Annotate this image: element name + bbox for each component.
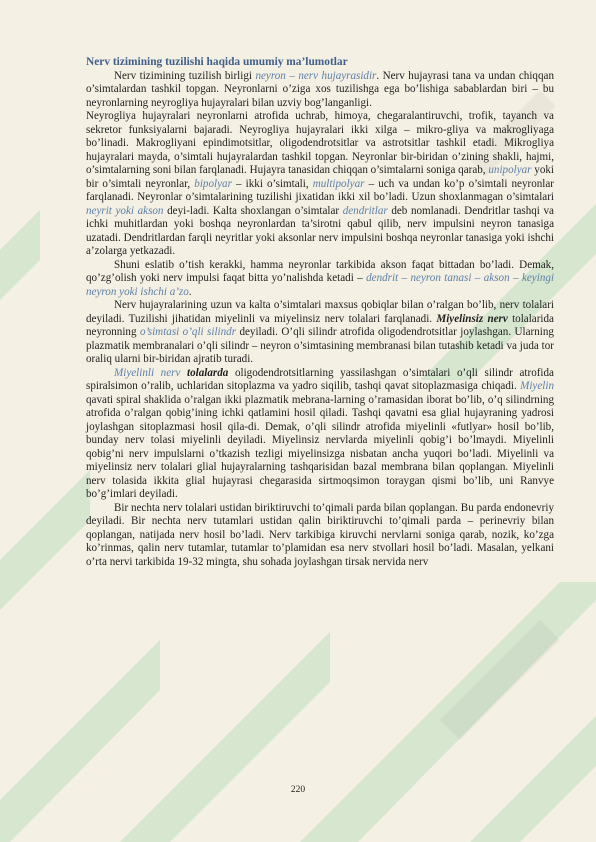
paragraph [86, 299, 554, 367]
text-run: Nerv tizimining tuzilish birligi [114, 69, 256, 82]
text-run: – ikki o’simtali, [231, 177, 313, 190]
highlighted-term: dendritlar [342, 204, 388, 217]
body-text [86, 70, 554, 570]
text-run: deyiladi. O’qli silindr atrofida oligodendrotsitlar joylashgan. Ularning plazmatik membranalari o’qli silindr – neyron o’simtasining membranasi bilan tutashib ketadi va juda tor oraliq ularni bir-biridan ajratib turadi. [86, 326, 554, 366]
highlighted-term: neyron – nerv hujayrasidir [255, 69, 377, 82]
highlighted-term: Miyelin [520, 380, 554, 393]
text-run: yoki bir o’simtali neyronlar, [86, 164, 554, 190]
emphasis-text: Miyelinsiz nerv [436, 312, 508, 325]
paragraph [86, 110, 554, 259]
text-run: Nerv hujayralarining uzun va kalta o’simtalari maxsus qobiqlar bilan o’ralgan bo’lib, nerv tolalari deyiladi. Tuzilishi jihatidan miyelinli va miyelinsiz nerv tolalari farqlanadi. [86, 299, 554, 325]
text-run: Neyrogliya hujayralari neyronlarni atrofida uchrab, himoya, chegaralantiruvchi, trofik, tayanch va sekretor funksiyalarni bajaradi. Neyrogliya hujayralari ikki xilga – mikro-gliya va makrogliyaga bo’linadi. Makrogliyani epindimotsitlar, oligodendrotsitlar va astrotsitlar tashkil etadi. Mikrogliya hujayralari mayda, o’simtali hujayralardan tashkil topgan. Neyronlar bir-biridan o’zining shakli, hajmi, o’simtalarning soni bilan farqlanadi. Hujayra tanasidan chiqqan o’simtalarni soniga qarab, [86, 110, 554, 177]
highlighted-term: neyrit yoki akson [86, 204, 164, 217]
paragraph [86, 502, 554, 570]
text-run: – uch va undan ko’p o’simtali neyronlar farqlanadi. Neyronlar o’simtalarining tuzilishi jixatidan ikki xil bo’ladi. Uzun shoxlanmagan o’simtalari [86, 177, 555, 204]
highlighted-term: Miyelinli nerv [114, 366, 181, 379]
text-run: oligodendrotsitlarning yassilashgan o’simtalari o’qli silindr atrofida spiralsimon o’ralib, uchlaridan sitoplazma va yadro siqilib, tashqi qavat sitoplazmasiga chiqadi. [86, 366, 554, 393]
text-run: . Nerv hujayrasi tana va undan chiqqan o’simtalardan tashkil topgan. Neyronlarni o’ziga xos tuzilishga ega bo’lishiga sabablardan biri – bu neyronlarning neyrogliya hujayralari bilan uzviy bog’langanligi. [86, 69, 554, 109]
document-page [86, 56, 554, 569]
highlighted-term: multipolyar [312, 177, 365, 190]
page-number: 220 [290, 785, 306, 795]
paragraph [86, 259, 554, 300]
highlighted-term: o’simtasi o’qli silindr [139, 326, 237, 339]
text-run: Bir nechta nerv tolalari ustidan biriktiruvchi to’qimali parda bilan qoplangan. Bu parda endonevriy deyiladi. Bir nechta nerv tutamlari ustidan qalin biriktiruvchi to’qimali parda – perinevriy bilan qoplangan, natijada nerv hosil bo’ladi. Nerv tarkibiga kiruvchi nervlarni soniga qarab, nozik, ko’zga ko’rinmas, qalin nerv tutamlar, tutamlar to’plamidan esa nerv stvollari hosil bo’ladi. Masalan, yelkani o’rta nervi tarkibida 19-32 mingta, shu sohada joylashgan tirsak nervida nerv [86, 501, 554, 568]
highlighted-term: bipolyar [194, 177, 232, 190]
text-run: deb nomlanadi. Dendritlar tashqi va ichki muhitlardan yoki boshqa neyronlardan ta’sirotni qabul qilib, nerv impulsini neyron tanasiga uzatadi. Dendritlardan farqli neyritlar yoki aksonlar nerv impulsini boshqa neyronlar tanasiga yoki ishchi a’zolarga yetkazadi. [86, 204, 554, 258]
text-run: deyi-ladi. Kalta shoxlangan o’simtalar [163, 204, 343, 217]
emphasis-text: tolalarda [187, 366, 229, 379]
paragraph [86, 70, 554, 111]
text-run: qavati spiral shaklida o’ralgan ikki plazmatik mebrana-larning o’ramasidan iborat bo’lib, o’q silindrning atrofida o’ralgan qobig’ining ichki qatlamini hosil qiladi. Tashqi qavatni esa glial hujayraning yadrosi joylashgan sitoplazmasi hosil qila-di. Demak, o’qli silindr atrofida miyelinli «futlyar» hosil bo’lib, bunday nerv tolasi miyelinli deyiladi. Miyelinsiz nervlarda miyelinli qobig’i bo’lmaydi. Miyelinli qobig’ni nerv impulslarni o’tkazish tezligi miyelinsizga nisbatan ancha yuqori bo’ladi. Miyelinli va miyelinsiz nerv tolalari glial hujayralarning tashqarisidan bazal membrana bilan qoplangan. Miyelinli nerv tolasida ikkita glial hujayrasi chegarasida sirtmoqsimon toraygan qismi bo’lib, uni Ranvye bo’g’imlari deyiladi. [86, 393, 554, 501]
highlighted-term: dendrit – neyron tanasi – akson – keyingi neyron yoki ishchi a’zo [86, 272, 554, 298]
highlighted-term: unipolyar [488, 164, 532, 177]
text-run: Shuni eslatib o’tish kerakki, hamma neyronlar tarkibida akson faqat bittadan bo’ladi. Demak, qo’zg’olish yoki nerv impulsi faqat bitta yo’nalishda ketadi – [86, 258, 554, 285]
paragraph [86, 367, 554, 502]
text-run: . [188, 285, 192, 298]
section-heading: Nerv tizimining tuzilishi haqida umumiy ma’lumotlar [86, 56, 348, 68]
text-run: tolalarida neyronning [86, 312, 554, 339]
